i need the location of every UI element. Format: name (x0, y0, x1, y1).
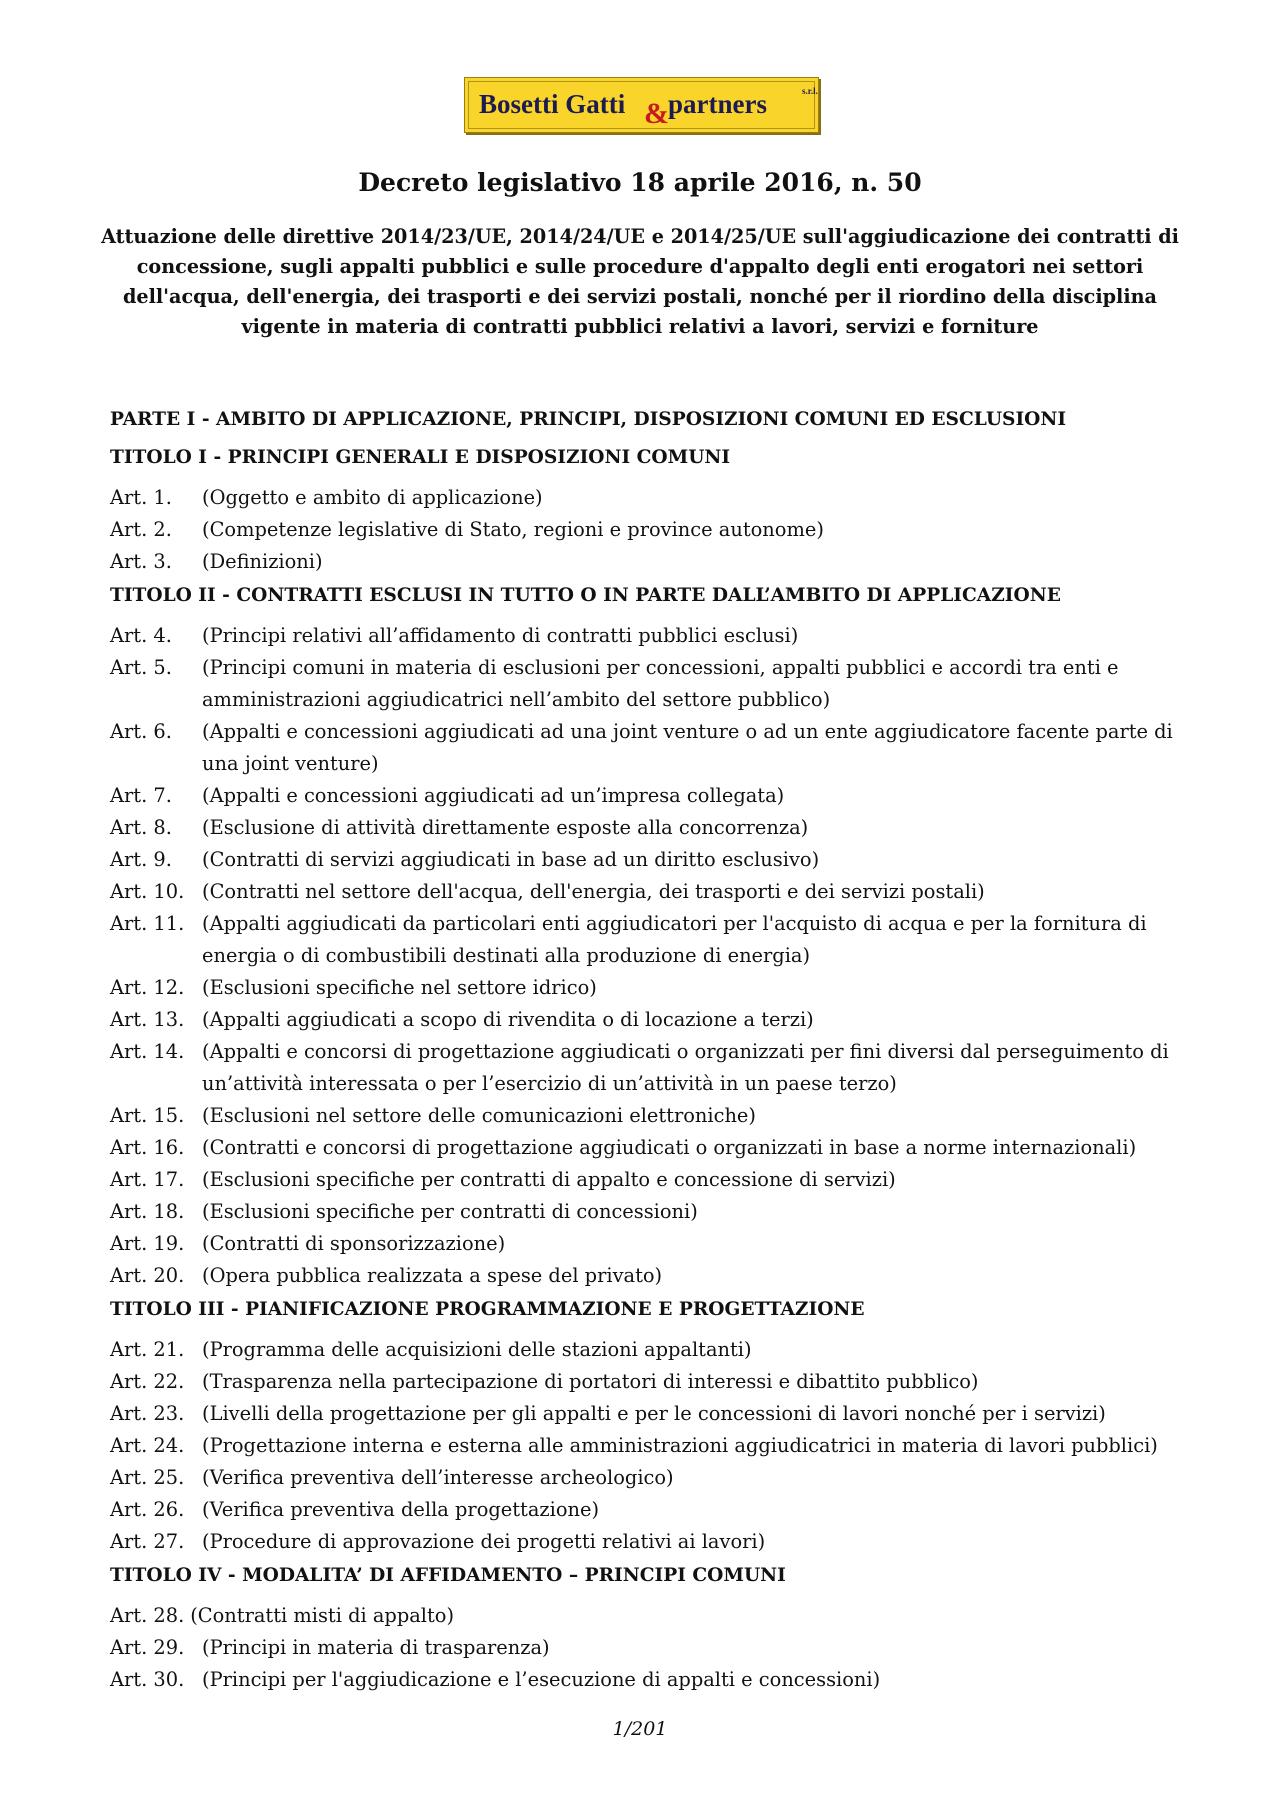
article-entry (110, 1036, 1190, 1100)
page-number: 1/201 (612, 1718, 668, 1740)
article-entry (110, 1260, 1190, 1292)
article-title: (Progettazione interna e esterna alle amministrazioni aggiudicatrici in materia di lavori pubblici) (202, 1434, 1158, 1457)
article-entry (110, 1600, 1190, 1632)
article-number: Art. 20. (110, 1264, 185, 1287)
article-number: Art. 2. (110, 518, 172, 541)
article-title: (Principi per l'aggiudicazione e l’esecuzione di appalti e concessioni) (202, 1668, 881, 1691)
article-entry (110, 1228, 1190, 1260)
article-number: Art. 5. (110, 656, 172, 679)
article-number: Art. 3. (110, 550, 172, 573)
article-number: Art. 25. (110, 1466, 185, 1489)
article-entry (110, 1164, 1190, 1196)
document-title: Decreto legislativo 18 aprile 2016, n. 50 (358, 168, 922, 197)
article-title: (Opera pubblica realizzata a spese del privato) (202, 1264, 663, 1287)
article-number: Art. 23. (110, 1402, 185, 1425)
article-title: (Contratti misti di appalto) (190, 1604, 455, 1627)
article-title: (Competenze legislative di Stato, regioni e province autonome) (202, 518, 824, 541)
article-entry (110, 1398, 1190, 1430)
article-number: Art. 27. (110, 1530, 185, 1553)
logo-name: Bosetti Gatti (479, 89, 626, 119)
article-title: (Contratti e concorsi di progettazione aggiudicati o organizzati in base a norme internazionali) (202, 1136, 1137, 1159)
article-title: (Verifica preventiva dell’interesse archeologico) (202, 1466, 674, 1489)
article-entry (110, 514, 1190, 546)
article-number: Art. 10. (110, 880, 185, 903)
article-title: (Trasparenza nella partecipazione di portatori di interessi e dibattito pubblico) (202, 1370, 979, 1393)
article-number: Art. 16. (110, 1136, 185, 1159)
article-entry (110, 1196, 1190, 1228)
article-title: (Definizioni) (202, 550, 323, 573)
article-title: (Contratti di servizi aggiudicati in base ad un diritto esclusivo) (202, 848, 820, 871)
article-number: Art. 30. (110, 1668, 185, 1691)
article-entry (110, 546, 1190, 578)
article-title: (Appalti e concorsi di progettazione aggiudicati o organizzati per fini diversi dal perseguimento di un’attività interessata o per l’esercizio di un’attività in un paese terzo) (202, 1040, 1169, 1095)
article-title: (Appalti aggiudicati da particolari enti aggiudicatori per l'acquisto di acqua e per la fornitura di energia o di combustibili destinati alla produzione di energia) (202, 912, 1147, 967)
titolo-heading: TITOLO I - PRINCIPI GENERALI E DISPOSIZIONI COMUNI (110, 447, 731, 468)
article-number: Art. 13. (110, 1008, 185, 1031)
article-title: (Esclusioni specifiche nel settore idrico) (202, 976, 597, 999)
article-entry (110, 620, 1190, 652)
article-entry (110, 652, 1190, 716)
logo-ampersand: & (644, 97, 669, 130)
article-title: (Appalti e concessioni aggiudicati ad un’impresa collegata) (202, 784, 785, 807)
titolo-heading: TITOLO IV - MODALITA’ DI AFFIDAMENTO – PRINCIPI COMUNI (110, 1565, 786, 1586)
article-entry (110, 780, 1190, 812)
company-logo (464, 77, 819, 133)
article-title: (Livelli della progettazione per gli appalti e per le concessioni di lavori nonché per i servizi) (202, 1402, 1106, 1425)
article-entry (110, 1334, 1190, 1366)
article-title: (Procedure di approvazione dei progetti relativi ai lavori) (202, 1530, 766, 1553)
article-title: (Contratti di sponsorizzazione) (202, 1232, 506, 1255)
article-number: Art. 28. (110, 1604, 185, 1627)
article-number: Art. 19. (110, 1232, 185, 1255)
article-title: (Oggetto e ambito di applicazione) (202, 486, 543, 509)
article-title: (Verifica preventiva della progettazione) (202, 1498, 600, 1521)
article-number: Art. 4. (110, 624, 172, 647)
article-title: (Appalti e concessioni aggiudicati ad una joint venture o ad un ente aggiudicatore facente parte di una joint venture) (202, 720, 1173, 775)
article-number: Art. 6. (110, 720, 172, 743)
parte-heading: PARTE I - AMBITO DI APPLICAZIONE, PRINCIPI, DISPOSIZIONI COMUNI ED ESCLUSIONI (110, 409, 1067, 430)
titolo-heading: TITOLO II - CONTRATTI ESCLUSI IN TUTTO O IN PARTE DALL’AMBITO DI APPLICAZIONE (110, 585, 1061, 606)
article-title: (Esclusioni nel settore delle comunicazioni elettroniche) (202, 1104, 756, 1127)
article-number: Art. 11. (110, 912, 185, 935)
article-entry (110, 1526, 1190, 1558)
article-title: (Esclusione di attività direttamente esposte alla concorrenza) (202, 816, 809, 839)
document-subtitle: Attuazione delle direttive 2014/23/UE, 2014/24/UE e 2014/25/UE sull'aggiudicazione dei contratti di concessione, sugli appalti pubblici e sulle procedure d'appalto degli enti erogatori nei settori dell'acqua, dell'energia, dei trasporti e dei servizi postali, nonché per il riordino della disciplina vigente in materia di contratti pubblici relativi a lavori, servizi e forniture (101, 225, 1179, 338)
article-number: Art. 26. (110, 1498, 185, 1521)
article-number: Art. 15. (110, 1104, 185, 1127)
article-entry (110, 876, 1190, 908)
article-number: Art. 18. (110, 1200, 185, 1223)
article-number: Art. 12. (110, 976, 185, 999)
article-number: Art. 21. (110, 1338, 185, 1361)
article-entry (110, 1430, 1190, 1462)
article-number: Art. 22. (110, 1370, 185, 1393)
article-number: Art. 29. (110, 1636, 185, 1659)
table-of-contents (110, 405, 1190, 1696)
article-number: Art. 7. (110, 784, 172, 807)
article-title: (Contratti nel settore dell'acqua, dell'energia, dei trasporti e dei servizi postali) (202, 880, 985, 903)
titolo-heading: TITOLO III - PIANIFICAZIONE PROGRAMMAZIONE E PROGETTAZIONE (110, 1299, 865, 1320)
article-entry (110, 1632, 1190, 1664)
article-entry (110, 844, 1190, 876)
article-title: (Esclusioni specifiche per contratti di concessioni) (202, 1200, 698, 1223)
article-number: Art. 24. (110, 1434, 185, 1457)
article-number: Art. 9. (110, 848, 172, 871)
article-entry (110, 1664, 1190, 1696)
article-number: Art. 1. (110, 486, 172, 509)
article-entry (110, 908, 1190, 972)
logo-suffix: s.r.l. (802, 86, 818, 96)
article-entry (110, 716, 1190, 780)
article-number: Art. 8. (110, 816, 172, 839)
article-title: (Esclusioni specifiche per contratti di appalto e concessione di servizi) (202, 1168, 896, 1191)
article-entry (110, 1494, 1190, 1526)
article-entry (110, 812, 1190, 844)
article-entry (110, 972, 1190, 1004)
article-title: (Principi comuni in materia di esclusioni per concessioni, appalti pubblici e accordi tra enti e amministrazioni aggiudicatrici nell’ambito del settore pubblico) (202, 656, 1119, 711)
logo-partners: partners (668, 89, 767, 119)
article-entry (110, 1462, 1190, 1494)
article-entry (110, 1100, 1190, 1132)
article-title: (Principi in materia di trasparenza) (202, 1636, 550, 1659)
article-number: Art. 17. (110, 1168, 185, 1191)
article-entry (110, 482, 1190, 514)
article-title: (Principi relativi all’affidamento di contratti pubblici esclusi) (202, 624, 799, 647)
article-entry (110, 1004, 1190, 1036)
article-number: Art. 14. (110, 1040, 185, 1063)
article-entry (110, 1366, 1190, 1398)
article-title: (Programma delle acquisizioni delle stazioni appaltanti) (202, 1338, 752, 1361)
article-title: (Appalti aggiudicati a scopo di rivendita o di locazione a terzi) (202, 1008, 814, 1031)
article-entry (110, 1132, 1190, 1164)
